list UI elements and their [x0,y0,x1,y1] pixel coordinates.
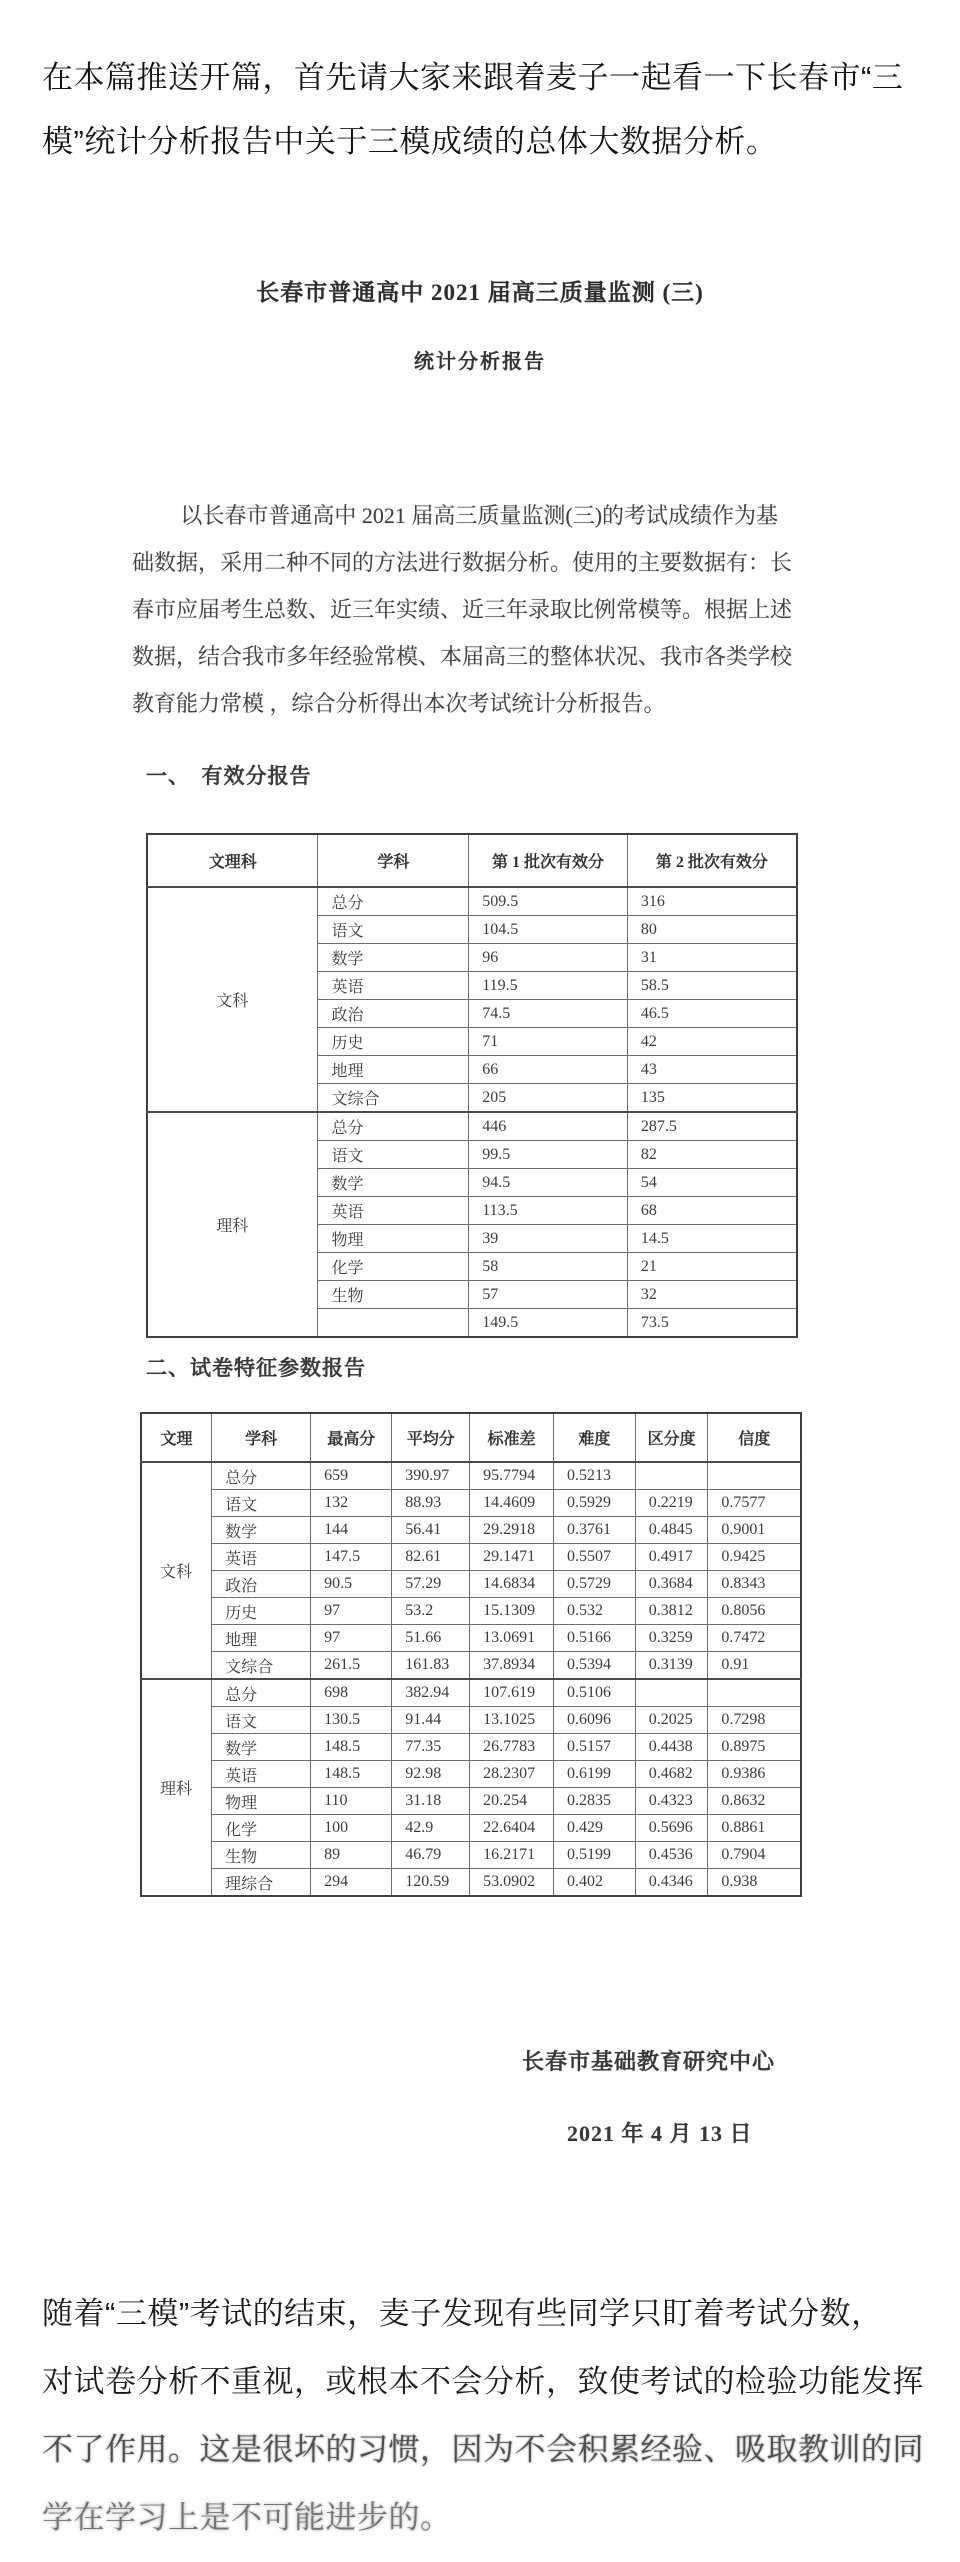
text-line: 学在学习上是不可能进步的。 [42,2500,452,2535]
group-label-cell: 文科 [141,1462,212,1679]
table-cell: 0.3259 [635,1625,708,1652]
section1-heading: 一、 有效分报告 [146,764,312,788]
table-cell: 0.2025 [635,1707,708,1734]
text-line: 模”统计分析报告中关于三模成绩的总体大数据分析。 [42,124,778,159]
table-cell: 地理 [318,1056,469,1084]
table-cell: 0.2835 [553,1788,635,1815]
table-cell: 物理 [212,1788,311,1815]
table-cell: 语文 [212,1490,311,1517]
table-cell: 94.5 [469,1169,628,1197]
table-cell: 理综合 [212,1869,311,1897]
table-cell: 130.5 [311,1707,392,1734]
table-cell: 0.91 [708,1652,801,1680]
table-cell: 0.3812 [635,1598,708,1625]
intro-paragraph [42,46,937,174]
text-line: 础数据，采用二种不同的方法进行数据分析。使用的主要数据有：长 [132,550,793,575]
table-cell: 20.254 [470,1788,554,1815]
table-cell: 148.5 [311,1734,392,1761]
table-cell: 51.66 [392,1625,470,1652]
report-subtitle: 统计分析报告 [414,351,546,373]
table-cell: 0.5729 [553,1571,635,1598]
table-cell: 总分 [318,887,469,916]
table-row [141,1571,801,1598]
table-cell: 数学 [318,944,469,972]
table-row [147,887,797,916]
table-cell: 0.7472 [708,1625,801,1652]
table-cell: 0.7904 [708,1842,801,1869]
table-cell: 0.5213 [553,1462,635,1490]
table-cell [708,1679,801,1707]
table-cell: 0.3684 [635,1571,708,1598]
table-cell: 政治 [318,1000,469,1028]
table-cell: 22.6404 [470,1815,554,1842]
column-header: 文理 [141,1413,212,1462]
table-cell: 0.8056 [708,1598,801,1625]
table-cell: 31 [627,944,797,972]
table-cell: 文综合 [212,1652,311,1680]
table-cell: 0.5157 [553,1734,635,1761]
table-cell: 0.6199 [553,1761,635,1788]
table-row [141,1815,801,1842]
table-cell: 97 [311,1598,392,1625]
table-cell: 99.5 [469,1141,628,1169]
table-cell: 0.5507 [553,1544,635,1571]
table-cell: 42.9 [392,1815,470,1842]
table-cell: 53.0902 [470,1869,554,1897]
table-row [141,1842,801,1869]
table-cell: 15.1309 [470,1598,554,1625]
table-cell: 21 [627,1253,797,1281]
table-row [141,1761,801,1788]
table-row [141,1652,801,1680]
table-cell: 14.5 [627,1225,797,1253]
table-cell: 0.5199 [553,1842,635,1869]
group-label-cell: 理科 [141,1679,212,1896]
column-header: 第 1 批次有效分 [469,834,628,887]
table-cell: 0.532 [553,1598,635,1625]
column-header: 信度 [708,1413,801,1462]
table-row [141,1625,801,1652]
table-cell: 英语 [318,972,469,1000]
table-cell: 82.61 [392,1544,470,1571]
table-cell: 147.5 [311,1544,392,1571]
table-cell: 历史 [212,1598,311,1625]
table-cell: 57.29 [392,1571,470,1598]
table-cell: 120.59 [392,1869,470,1897]
table-cell: 73.5 [627,1309,797,1338]
table-cell: 446 [469,1112,628,1141]
table-cell: 77.35 [392,1734,470,1761]
table-cell: 26.7783 [470,1734,554,1761]
column-header: 第 2 批次有效分 [627,834,797,887]
table-cell: 68 [627,1197,797,1225]
text-line: 春市应届考生总数、近三年实绩、近三年录取比例常模等。根据上述 [132,597,793,622]
text-line: 对试卷分析不重视，或根本不会分析，致使考试的检验功能发挥 [42,2364,924,2399]
table-cell: 104.5 [469,916,628,944]
table-cell: 16.2171 [470,1842,554,1869]
table-cell: 0.8861 [708,1815,801,1842]
table-cell [635,1462,708,1490]
table-cell: 0.5166 [553,1625,635,1652]
table-cell [318,1309,469,1338]
table-cell: 74.5 [469,1000,628,1028]
table-cell: 英语 [212,1544,311,1571]
table-cell: 0.8343 [708,1571,801,1598]
table-cell: 生物 [318,1281,469,1309]
table-cell: 80 [627,916,797,944]
paper-parameters-table [140,1412,802,1897]
table-cell: 英语 [318,1197,469,1225]
table-cell: 总分 [212,1462,311,1490]
table-row [141,1788,801,1815]
column-header: 标准差 [470,1413,554,1462]
table-cell: 物理 [318,1225,469,1253]
table-cell: 29.1471 [470,1544,554,1571]
table-cell: 化学 [318,1253,469,1281]
table-cell: 37.8934 [470,1652,554,1680]
table-cell: 0.5394 [553,1652,635,1680]
table-row [141,1869,801,1897]
table-cell: 32 [627,1281,797,1309]
table-cell: 数学 [212,1734,311,1761]
column-header: 文理科 [147,834,318,887]
table-cell: 698 [311,1679,392,1707]
table-cell: 历史 [318,1028,469,1056]
table-cell: 数学 [318,1169,469,1197]
column-header: 学科 [318,834,469,887]
table-cell: 0.8975 [708,1734,801,1761]
table-cell: 0.3139 [635,1652,708,1680]
table-cell: 28.2307 [470,1761,554,1788]
effective-score-table [146,833,798,1338]
header-row [147,834,797,887]
table-cell: 数学 [212,1517,311,1544]
table-cell: 390.97 [392,1462,470,1490]
table-row [141,1462,801,1490]
table-row [141,1734,801,1761]
column-header: 平均分 [392,1413,470,1462]
table-cell: 82 [627,1141,797,1169]
table-row [141,1517,801,1544]
table-cell [635,1679,708,1707]
table-cell: 110 [311,1788,392,1815]
table-row [141,1490,801,1517]
report-intro-paragraph [132,492,822,727]
table-cell: 生物 [212,1842,311,1869]
text-line: 教育能力常模 ，综合分析得出本次考试统计分析报告。 [132,691,666,716]
group-label-cell: 理科 [147,1112,318,1337]
report-signature: 长春市基础教育研究中心 [522,2049,776,2074]
table-cell: 135 [627,1084,797,1113]
table-row [141,1544,801,1571]
table-cell: 0.4346 [635,1869,708,1897]
table-cell: 382.94 [392,1679,470,1707]
table-cell: 13.1025 [470,1707,554,1734]
table-cell: 化学 [212,1815,311,1842]
table-cell: 文综合 [318,1084,469,1113]
text-line: 以长春市普通高中 2021 届高三质量监测(三)的考试成绩作为基 [180,503,779,528]
table-cell: 148.5 [311,1761,392,1788]
table-cell: 100 [311,1815,392,1842]
table-cell: 0.5696 [635,1815,708,1842]
table-cell: 149.5 [469,1309,628,1338]
text-line: 数据，结合我市多年经验常模、本届高三的整体状况、我市各类学校 [132,644,793,669]
table-cell: 0.3761 [553,1517,635,1544]
table-cell: 46.5 [627,1000,797,1028]
table-cell: 0.4438 [635,1734,708,1761]
header-row [141,1413,801,1462]
table-cell: 0.4917 [635,1544,708,1571]
table-cell: 0.2219 [635,1490,708,1517]
table-cell: 0.402 [553,1869,635,1897]
table-cell: 0.9425 [708,1544,801,1571]
table-cell: 205 [469,1084,628,1113]
table-cell: 53.2 [392,1598,470,1625]
report-title: 长春市普通高中 2021 届高三质量监测 (三) [256,280,704,305]
table-cell: 294 [311,1869,392,1897]
table-cell: 92.98 [392,1761,470,1788]
table-cell: 0.9386 [708,1761,801,1788]
table-cell: 95.7794 [470,1462,554,1490]
section2-heading: 二、试卷特征参数报告 [146,1356,366,1380]
table-cell: 89 [311,1842,392,1869]
table-cell: 0.7298 [708,1707,801,1734]
table-cell: 107.619 [470,1679,554,1707]
table-cell: 0.5106 [553,1679,635,1707]
table-row [147,1112,797,1141]
text-line: 不了作用。这是很坏的习惯，因为不会积累经验、吸取教训的同 [42,2432,924,2467]
table-cell: 39 [469,1225,628,1253]
table-cell: 政治 [212,1571,311,1598]
table-cell: 119.5 [469,972,628,1000]
table-cell: 0.938 [708,1869,801,1897]
text-line: 在本篇推送开篇，首先请大家来跟着麦子一起看一下长春市“三 [42,60,904,95]
table-cell: 语文 [212,1707,311,1734]
table-cell: 71 [469,1028,628,1056]
table-row [141,1598,801,1625]
table-cell: 90.5 [311,1571,392,1598]
table-cell: 97 [311,1625,392,1652]
table-cell: 54 [627,1169,797,1197]
column-header: 学科 [212,1413,311,1462]
table-cell: 261.5 [311,1652,392,1680]
table-cell: 161.83 [392,1652,470,1680]
table-cell: 13.0691 [470,1625,554,1652]
group-label-cell: 文科 [147,887,318,1112]
table-cell: 46.79 [392,1842,470,1869]
table-cell: 58.5 [627,972,797,1000]
table-cell: 0.4536 [635,1842,708,1869]
table-cell: 0.4682 [635,1761,708,1788]
report-date: 2021 年 4 月 13 日 [567,2121,753,2146]
table-cell: 144 [311,1517,392,1544]
table-cell: 58 [469,1253,628,1281]
table-row [141,1707,801,1734]
table-cell: 43 [627,1056,797,1084]
table-cell: 地理 [212,1625,311,1652]
text-line: 随着“三模”考试的结束，麦子发现有些同学只盯着考试分数， [42,2296,883,2331]
table-cell: 91.44 [392,1707,470,1734]
column-header: 区分度 [635,1413,708,1462]
table-cell: 42 [627,1028,797,1056]
table-cell: 0.4845 [635,1517,708,1544]
table-cell: 14.6834 [470,1571,554,1598]
outro-paragraph [42,2280,942,2552]
table-cell: 英语 [212,1761,311,1788]
table-cell: 语文 [318,1141,469,1169]
table-cell [708,1462,801,1490]
table-cell: 0.8632 [708,1788,801,1815]
table-cell: 113.5 [469,1197,628,1225]
table-cell: 316 [627,887,797,916]
table-cell: 0.9001 [708,1517,801,1544]
table-cell: 509.5 [469,887,628,916]
table-row [141,1679,801,1707]
table-cell: 语文 [318,916,469,944]
table-cell: 88.93 [392,1490,470,1517]
column-header: 难度 [553,1413,635,1462]
table-cell: 659 [311,1462,392,1490]
column-header: 最高分 [311,1413,392,1462]
table-cell: 0.4323 [635,1788,708,1815]
table-cell: 总分 [318,1112,469,1141]
table-cell: 29.2918 [470,1517,554,1544]
table-cell: 14.4609 [470,1490,554,1517]
table-cell: 总分 [212,1679,311,1707]
table-cell: 0.7577 [708,1490,801,1517]
table-cell: 96 [469,944,628,972]
table-cell: 132 [311,1490,392,1517]
table-cell: 57 [469,1281,628,1309]
table-cell: 287.5 [627,1112,797,1141]
table-cell: 0.429 [553,1815,635,1842]
table-cell: 0.6096 [553,1707,635,1734]
table-cell: 66 [469,1056,628,1084]
table-cell: 0.5929 [553,1490,635,1517]
table-cell: 56.41 [392,1517,470,1544]
table-cell: 31.18 [392,1788,470,1815]
